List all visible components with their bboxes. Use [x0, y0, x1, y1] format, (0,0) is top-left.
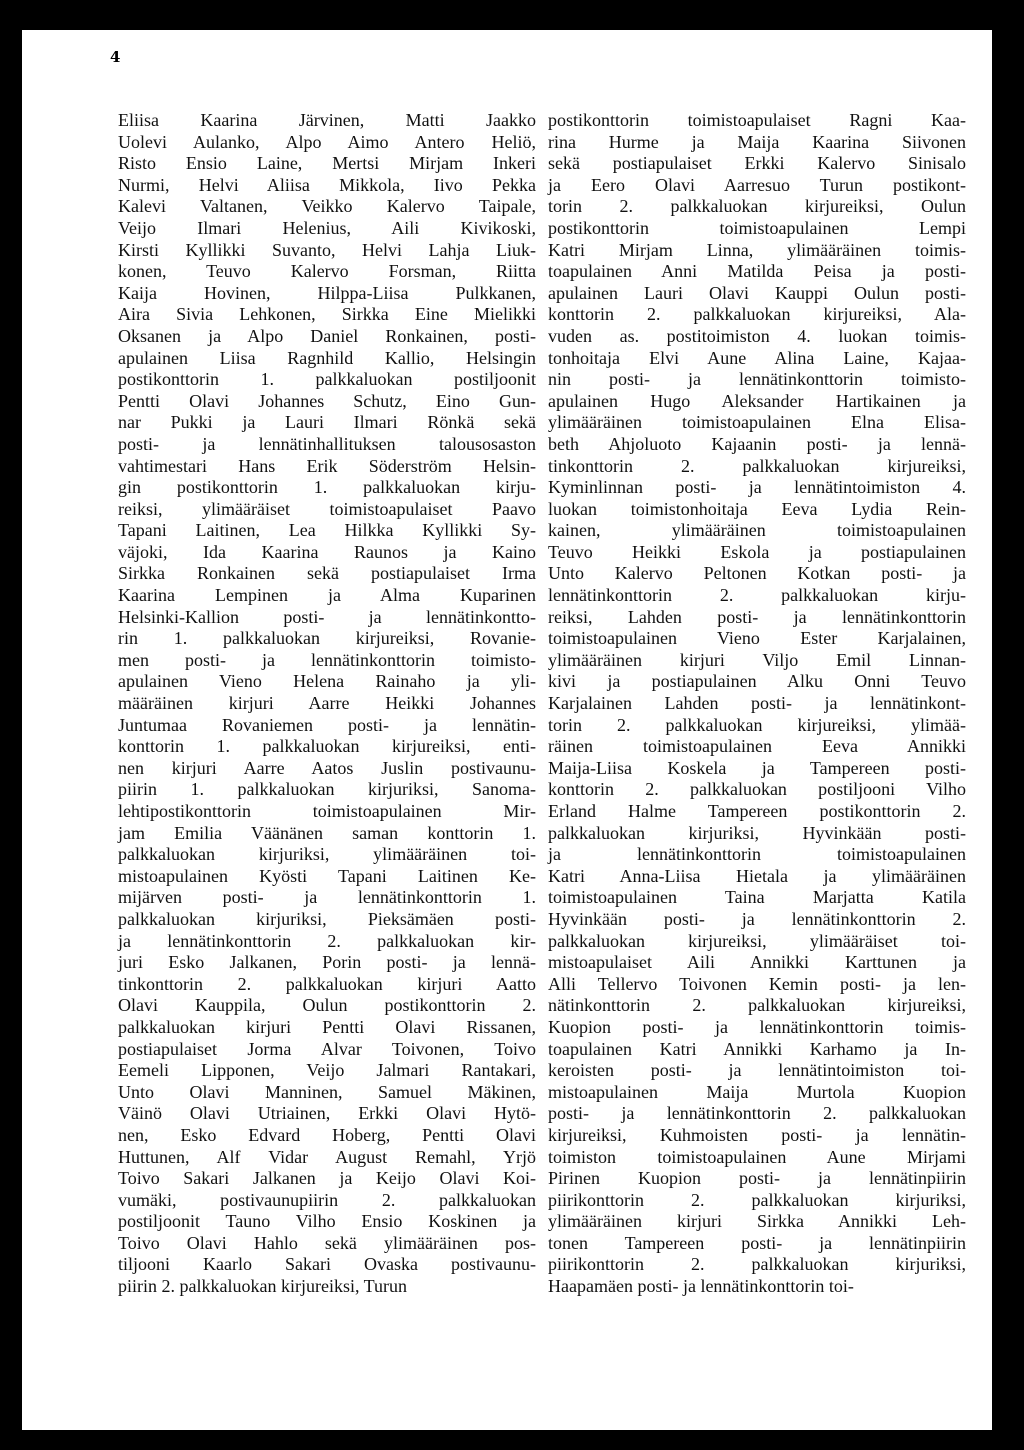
text-line: Katri Anna-Liisa Hietala ja ylimääräinen	[548, 865, 966, 886]
text-line: määräinen kirjuri Aarre Heikki Johannes	[118, 693, 536, 714]
text-line: Kyminlinnan posti- ja lennätintoimiston 4.	[548, 477, 966, 498]
text-line: Pirinen Kuopion posti- ja lennätinpiirin	[548, 1168, 966, 1189]
text-line: ylimääräinen kirjuri Viljo Emil Linnan-	[548, 649, 966, 670]
text-line: Toivo Sakari Jalkanen ja Keijo Olavi Koi-	[118, 1168, 536, 1189]
text-line: Kaarina Lempinen ja Alma Kuparinen	[118, 585, 536, 606]
text-line: reiksi, ylimääräiset toimistoapulaiset Paavo	[118, 498, 536, 519]
text-line: nar Pukki ja Lauri Ilmari Rönkä sekä	[118, 412, 536, 433]
text-line: postiljoonit Tauno Vilho Ensio Koskinen ja	[118, 1211, 536, 1232]
text-line: Sirkka Ronkainen sekä postiapulaiset Irma	[118, 563, 536, 584]
text-line: ja lennätinkonttorin toimistoapulainen	[548, 844, 966, 865]
text-line: postikonttorin 1. palkkaluokan postiljoonit	[118, 369, 536, 390]
text-line: Toivo Olavi Hahlo sekä ylimääräinen pos-	[118, 1232, 536, 1253]
text-line: tiljooni Kaarlo Sakari Ovaska postivaunu-	[118, 1254, 536, 1275]
text-line: Katri Mirjam Linna, ylimääräinen toimis-	[548, 239, 966, 260]
text-line: juri Esko Jalkanen, Porin posti- ja lennä-	[118, 952, 536, 973]
text-line: konttorin 2. palkkaluokan postiljooni Vilho	[548, 779, 966, 800]
text-line: toimistoapulainen Vieno Ester Karjalainen,	[548, 628, 966, 649]
text-line: Aira Sivia Lehkonen, Sirkka Eine Mielikki	[118, 304, 536, 325]
text-line: toimistoapulainen Taina Marjatta Katila	[548, 887, 966, 908]
text-line: palkkaluokan kirjuriksi, Pieksämäen posti-	[118, 908, 536, 929]
text-line: lennätinkonttorin 2. palkkaluokan kirju-	[548, 585, 966, 606]
document-page	[22, 30, 992, 1430]
text-line: rin 1. palkkaluokan kirjureiksi, Rovanie-	[118, 628, 536, 649]
text-line: ylimääräinen kirjuri Sirkka Annikki Leh-	[548, 1211, 966, 1232]
text-line: ylimääräinen toimistoapulainen Elna Elisa-	[548, 412, 966, 433]
text-line: mistoapulainen Maija Murtola Kuopion	[548, 1081, 966, 1102]
text-line: mistoapulaiset Aili Annikki Karttunen ja	[548, 952, 966, 973]
text-line: tonhoitaja Elvi Aune Alina Laine, Kajaa-	[548, 347, 966, 368]
text-line: vuden as. postitoimiston 4. luokan toimis-	[548, 325, 966, 346]
text-line: vumäki, postivaunupiirin 2. palkkaluokan	[118, 1189, 536, 1210]
text-line: men posti- ja lennätinkonttorin toimisto-	[118, 649, 536, 670]
text-line: piirikonttorin 2. palkkaluokan kirjuriksi,	[548, 1254, 966, 1275]
text-line: toapulainen Anni Matilda Peisa ja posti-	[548, 261, 966, 282]
text-line: Teuvo Heikki Eskola ja postiapulainen	[548, 541, 966, 562]
text-line: kivi ja postiapulainen Alku Onni Teuvo	[548, 671, 966, 692]
text-line: Risto Ensio Laine, Mertsi Mirjam Inkeri	[118, 153, 536, 174]
text-line: beth Ahjoluoto Kajaanin posti- ja lennä-	[548, 433, 966, 454]
text-line: torin 2. palkkaluokan kirjureiksi, ylimää-	[548, 714, 966, 735]
text-line: tinkonttorin 2. palkkaluokan kirjuri Aatto	[118, 973, 536, 994]
text-line: Pentti Olavi Johannes Schutz, Eino Gun-	[118, 390, 536, 411]
text-line: luokan toimistonhoitaja Eeva Lydia Rein-	[548, 498, 966, 519]
text-line: palkkaluokan kirjuriksi, Hyvinkään posti-	[548, 822, 966, 843]
text-line: Huttunen, Alf Vidar August Remahl, Yrjö	[118, 1146, 536, 1167]
text-line: nen, Esko Edvard Hoberg, Pentti Olavi	[118, 1124, 536, 1145]
text-line: tonen Tampereen posti- ja lennätinpiirin	[548, 1232, 966, 1253]
text-line: Karjalainen Lahden posti- ja lennätinkont-	[548, 693, 966, 714]
text-line: Kirsti Kyllikki Suvanto, Helvi Lahja Liuk-	[118, 239, 536, 260]
text-column-left	[118, 110, 536, 1298]
text-line: Eemeli Lipponen, Veijo Jalmari Rantakari,	[118, 1060, 536, 1081]
text-line: räinen toimistoapulainen Eeva Annikki	[548, 736, 966, 757]
text-line: Väinö Olavi Utriainen, Erkki Olavi Hytö-	[118, 1103, 536, 1124]
text-line: Helsinki-Kallion posti- ja lennätinkontto-	[118, 606, 536, 627]
text-line: ja Eero Olavi Aarresuo Turun postikont-	[548, 174, 966, 195]
text-line: Olavi Kauppila, Oulun postikonttorin 2.	[118, 995, 536, 1016]
text-line: palkkaluokan kirjuri Pentti Olavi Rissanen,	[118, 1016, 536, 1037]
text-line: Veijo Ilmari Helenius, Aili Kivikoski,	[118, 217, 536, 238]
text-line: piirin 2. palkkaluokan kirjureiksi, Turun	[118, 1276, 407, 1297]
text-line: Kuopion posti- ja lennätinkonttorin toimis-	[548, 1016, 966, 1037]
text-line: Unto Olavi Manninen, Samuel Mäkinen,	[118, 1081, 536, 1102]
text-line: nätinkonttorin 2. palkkaluokan kirjureiksi,	[548, 995, 966, 1016]
text-line: gin postikonttorin 1. palkkaluokan kirju-	[118, 477, 536, 498]
text-line: konttorin 1. palkkaluokan kirjureiksi, enti-	[118, 736, 536, 757]
text-line: lehtipostikonttorin toimistoapulainen Mir-	[118, 801, 536, 821]
text-line: toimiston toimistoapulainen Aune Mirjami	[548, 1146, 966, 1167]
text-line: toapulainen Katri Annikki Karhamo ja In-	[548, 1038, 966, 1059]
text-line: piirikonttorin 2. palkkaluokan kirjuriksi,	[548, 1189, 966, 1210]
text-line: tinkonttorin 2. palkkaluokan kirjureiksi,	[548, 455, 966, 476]
text-line: Alli Tellervo Toivonen Kemin posti- ja len-	[548, 973, 966, 994]
text-line: rina Hurme ja Maija Kaarina Siivonen	[548, 131, 966, 152]
text-line: nen kirjuri Aarre Aatos Juslin postivaunu-	[118, 757, 536, 778]
text-line: Unto Kalervo Peltonen Kotkan posti- ja	[548, 563, 966, 584]
text-line: Kalevi Valtanen, Veikko Kalervo Taipale,	[118, 196, 536, 217]
text-line: postikonttorin toimistoapulainen Lempi	[548, 217, 966, 238]
text-line: kirjureiksi, Kuhmoisten posti- ja lennätin-	[548, 1124, 966, 1145]
text-line: mistoapulainen Kyösti Tapani Laitinen Ke-	[118, 865, 536, 886]
text-line: Erland Halme Tampereen postikonttorin 2.	[548, 801, 966, 821]
text-line: konen, Teuvo Kalervo Forsman, Riitta	[118, 261, 536, 282]
text-line: palkkaluokan kirjuriksi, ylimääräinen toi-	[118, 844, 536, 865]
scan-edge	[1010, 0, 1024, 1450]
text-line: ja lennätinkonttorin 2. palkkaluokan kir-	[118, 930, 536, 951]
text-line: apulainen Liisa Ragnhild Kallio, Helsingin	[118, 347, 536, 368]
text-line: Uolevi Aulanko, Alpo Aimo Antero Heliö,	[118, 131, 536, 152]
text-line: posti- ja lennätinhallituksen talousosaston	[118, 433, 536, 454]
text-line: konttorin 2. palkkaluokan kirjureiksi, Ala-	[548, 304, 966, 325]
text-line: Tapani Laitinen, Lea Hilkka Kyllikki Sy-	[118, 520, 536, 541]
text-line: sekä postiapulaiset Erkki Kalervo Sinisalo	[548, 153, 966, 174]
text-line: posti- ja lennätinkonttorin 2. palkkaluokan	[548, 1103, 966, 1124]
text-line: Oksanen ja Alpo Daniel Ronkainen, posti-	[118, 325, 536, 346]
text-line: Nurmi, Helvi Aliisa Mikkola, Iivo Pekka	[118, 174, 536, 195]
text-line: Juntumaa Rovaniemen posti- ja lennätin-	[118, 714, 536, 735]
text-line: Eliisa Kaarina Järvinen, Matti Jaakko	[118, 110, 536, 130]
text-line: piirin 1. palkkaluokan kirjuriksi, Sanoma-	[118, 779, 536, 800]
text-line: Kaija Hovinen, Hilppa-Liisa Pulkkanen,	[118, 282, 536, 303]
text-line: Hyvinkään posti- ja lennätinkonttorin 2.	[548, 908, 966, 929]
page-number: 4	[110, 48, 121, 66]
text-line: apulainen Hugo Aleksander Hartikainen ja	[548, 390, 966, 411]
text-line: kainen, ylimääräinen toimistoapulainen	[548, 520, 966, 541]
text-line: keroisten posti- ja lennätintoimiston toi-	[548, 1060, 966, 1081]
text-line: Maija-Liisa Koskela ja Tampereen posti-	[548, 757, 966, 778]
text-line: apulainen Vieno Helena Rainaho ja yli-	[118, 671, 536, 692]
text-line: nin posti- ja lennätinkonttorin toimisto-	[548, 369, 966, 390]
text-line: vahtimestari Hans Erik Söderström Helsin-	[118, 455, 536, 476]
text-line: väjoki, Ida Kaarina Raunos ja Kaino	[118, 541, 536, 562]
text-line: mijärven posti- ja lennätinkonttorin 1.	[118, 887, 536, 908]
text-line: Haapamäen posti- ja lennätinkonttorin toi-	[548, 1276, 854, 1297]
text-line: postiapulaiset Jorma Alvar Toivonen, Toivo	[118, 1038, 536, 1059]
text-line: apulainen Lauri Olavi Kauppi Oulun posti-	[548, 282, 966, 303]
text-line: palkkaluokan kirjureiksi, ylimääräiset toi-	[548, 930, 966, 951]
text-column-right	[548, 110, 966, 1298]
text-line: jam Emilia Väänänen saman konttorin 1.	[118, 822, 536, 843]
text-line: reiksi, Lahden posti- ja lennätinkonttorin	[548, 606, 966, 627]
text-line: postikonttorin toimistoapulaiset Ragni Kaa-	[548, 110, 966, 130]
text-line: torin 2. palkkaluokan kirjureiksi, Oulun	[548, 196, 966, 217]
